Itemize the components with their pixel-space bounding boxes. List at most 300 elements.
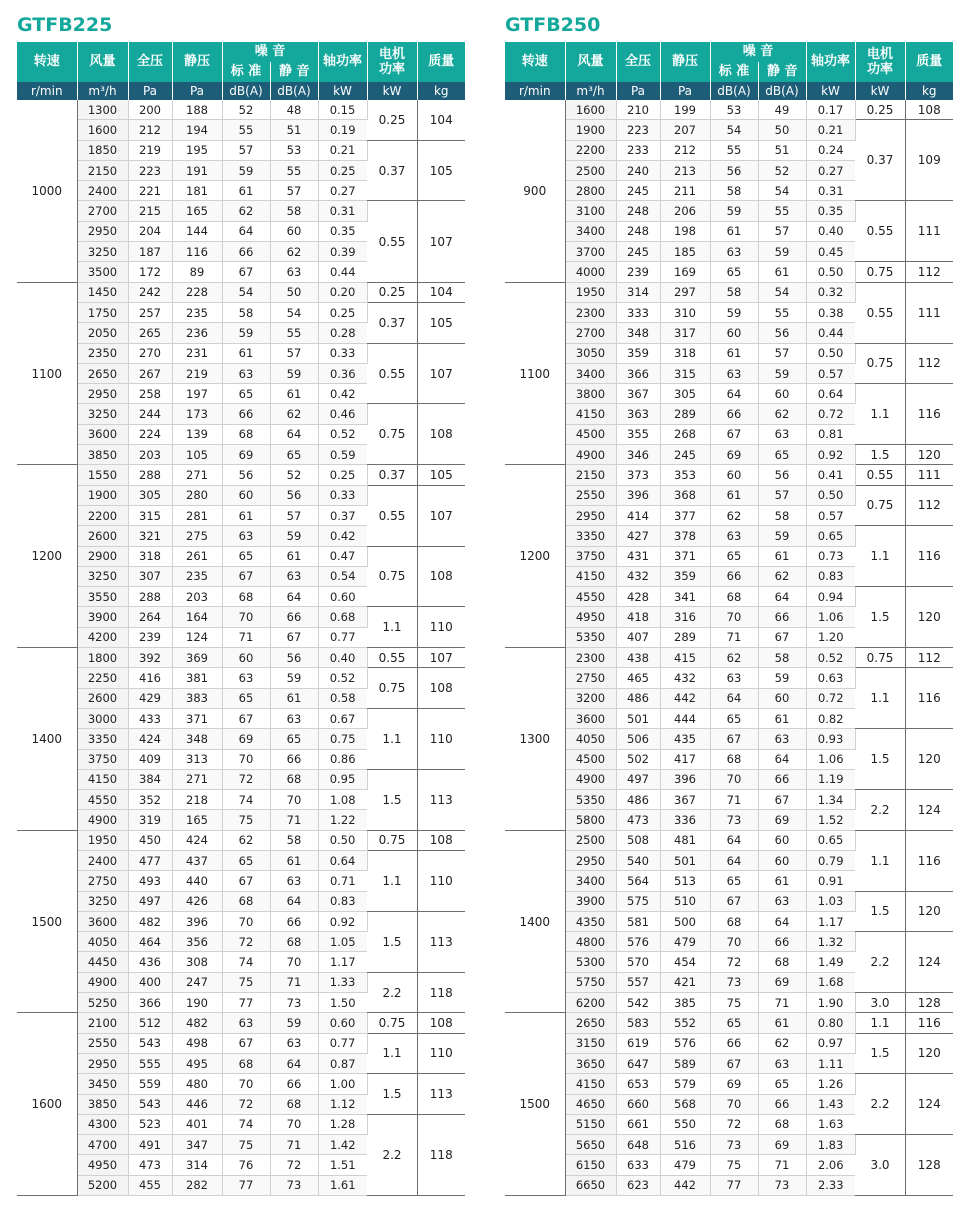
- flow-cell: 2100: [77, 1013, 128, 1033]
- noise-quiet-cell: 57: [270, 343, 318, 363]
- flow-cell: 4150: [77, 769, 128, 789]
- mass-cell: 108: [417, 404, 465, 465]
- table-row: [505, 729, 953, 749]
- noise-quiet-cell: 66: [270, 1074, 318, 1094]
- static-pressure-cell: 236: [172, 323, 222, 343]
- total-pressure-cell: 477: [128, 850, 172, 870]
- flow-cell: 5300: [565, 952, 616, 972]
- total-pressure-cell: 363: [616, 404, 660, 424]
- total-pressure-cell: 486: [616, 790, 660, 810]
- noise-quiet-cell: 58: [270, 201, 318, 221]
- noise-standard-cell: 63: [222, 1013, 270, 1033]
- shaft-power-cell: 0.97: [806, 1033, 855, 1053]
- static-pressure-cell: 173: [172, 404, 222, 424]
- shaft-power-cell: 0.79: [806, 850, 855, 870]
- total-pressure-cell: 244: [128, 404, 172, 424]
- table-row: [17, 911, 465, 931]
- noise-quiet-cell: 61: [758, 708, 806, 728]
- table-row: [505, 790, 953, 810]
- unit-speed: r/min: [17, 82, 77, 100]
- total-pressure-cell: 570: [616, 952, 660, 972]
- flow-cell: 2550: [77, 1033, 128, 1053]
- header-mass: 质量: [905, 42, 953, 82]
- noise-quiet-cell: 58: [758, 505, 806, 525]
- table-row: [17, 769, 465, 789]
- static-pressure-cell: 218: [172, 790, 222, 810]
- table-row: [505, 830, 953, 850]
- flow-cell: 3200: [565, 688, 616, 708]
- unit-motor-power: kW: [855, 82, 905, 100]
- motor-power-cell: 2.2: [855, 932, 905, 993]
- motor-power-cell: 0.37: [855, 120, 905, 201]
- total-pressure-cell: 314: [616, 282, 660, 302]
- shaft-power-cell: 0.73: [806, 546, 855, 566]
- static-pressure-cell: 89: [172, 262, 222, 282]
- noise-quiet-cell: 69: [758, 1135, 806, 1155]
- flow-cell: 4000: [565, 262, 616, 282]
- noise-standard-cell: 65: [222, 546, 270, 566]
- total-pressure-cell: 288: [128, 587, 172, 607]
- table-body: [17, 100, 465, 1196]
- noise-quiet-cell: 66: [758, 932, 806, 952]
- mass-cell: 112: [905, 485, 953, 526]
- flow-cell: 3150: [565, 1033, 616, 1053]
- static-pressure-cell: 550: [660, 1114, 710, 1134]
- noise-quiet-cell: 57: [270, 181, 318, 201]
- mass-cell: 108: [417, 830, 465, 850]
- flow-cell: 2650: [77, 363, 128, 383]
- noise-standard-cell: 59: [710, 302, 758, 322]
- flow-cell: 3600: [77, 911, 128, 931]
- noise-standard-cell: 59: [222, 323, 270, 343]
- mass-cell: 128: [905, 993, 953, 1013]
- flow-cell: 3400: [565, 363, 616, 383]
- total-pressure-cell: 203: [128, 445, 172, 465]
- static-pressure-cell: 165: [172, 810, 222, 830]
- static-pressure-cell: 481: [660, 830, 710, 850]
- total-pressure-cell: 366: [616, 363, 660, 383]
- flow-cell: 4550: [565, 587, 616, 607]
- flow-cell: 2800: [565, 181, 616, 201]
- table-row: [17, 140, 465, 160]
- static-pressure-cell: 501: [660, 850, 710, 870]
- total-pressure-cell: 416: [128, 668, 172, 688]
- unit-mass: kg: [417, 82, 465, 100]
- static-pressure-cell: 188: [172, 100, 222, 120]
- flow-cell: 1800: [77, 648, 128, 668]
- static-pressure-cell: 371: [172, 708, 222, 728]
- performance-table: [17, 42, 465, 1196]
- motor-power-cell: 0.55: [367, 648, 417, 668]
- table-body: [505, 100, 953, 1196]
- motor-power-cell: 2.2: [855, 1074, 905, 1135]
- total-pressure-cell: 400: [128, 972, 172, 992]
- shaft-power-cell: 0.50: [806, 485, 855, 505]
- flow-cell: 3450: [77, 1074, 128, 1094]
- total-pressure-cell: 428: [616, 587, 660, 607]
- shaft-power-cell: 1.00: [318, 1074, 367, 1094]
- total-pressure-cell: 555: [128, 1053, 172, 1073]
- noise-quiet-cell: 68: [270, 769, 318, 789]
- header-flow: 风量: [565, 42, 616, 82]
- static-pressure-cell: 289: [660, 627, 710, 647]
- noise-standard-cell: 67: [710, 1053, 758, 1073]
- noise-standard-cell: 61: [710, 221, 758, 241]
- noise-standard-cell: 60: [222, 648, 270, 668]
- total-pressure-cell: 407: [616, 627, 660, 647]
- flow-cell: 1600: [565, 100, 616, 120]
- flow-cell: 3850: [77, 445, 128, 465]
- flow-cell: 4550: [77, 790, 128, 810]
- mass-cell: 108: [417, 546, 465, 607]
- table-row: [505, 465, 953, 485]
- mass-cell: 110: [417, 1033, 465, 1074]
- static-pressure-cell: 444: [660, 708, 710, 728]
- total-pressure-cell: 424: [128, 729, 172, 749]
- motor-power-cell: 1.1: [855, 526, 905, 587]
- flow-cell: 1950: [77, 830, 128, 850]
- flow-cell: 2600: [77, 526, 128, 546]
- flow-cell: 2700: [77, 201, 128, 221]
- flow-cell: 2150: [565, 465, 616, 485]
- total-pressure-cell: 653: [616, 1074, 660, 1094]
- noise-quiet-cell: 68: [758, 1114, 806, 1134]
- table-row: [17, 1033, 465, 1053]
- noise-quiet-cell: 50: [758, 120, 806, 140]
- total-pressure-cell: 493: [128, 871, 172, 891]
- flow-cell: 2300: [565, 648, 616, 668]
- table-row: [505, 993, 953, 1013]
- noise-standard-cell: 60: [710, 323, 758, 343]
- noise-quiet-cell: 59: [270, 363, 318, 383]
- noise-standard-cell: 60: [710, 465, 758, 485]
- noise-quiet-cell: 64: [758, 587, 806, 607]
- shaft-power-cell: 1.17: [806, 911, 855, 931]
- noise-standard-cell: 63: [222, 526, 270, 546]
- static-pressure-cell: 500: [660, 911, 710, 931]
- flow-cell: 5650: [565, 1135, 616, 1155]
- unit-noise-quiet: dB(A): [270, 82, 318, 100]
- mass-cell: 109: [905, 120, 953, 201]
- total-pressure-cell: 429: [128, 688, 172, 708]
- noise-standard-cell: 65: [710, 1013, 758, 1033]
- static-pressure-cell: 432: [660, 668, 710, 688]
- unit-noise-standard: dB(A): [710, 82, 758, 100]
- noise-standard-cell: 73: [710, 810, 758, 830]
- motor-power-cell: 1.1: [855, 668, 905, 729]
- noise-standard-cell: 59: [710, 201, 758, 221]
- total-pressure-cell: 384: [128, 769, 172, 789]
- flow-cell: 2650: [565, 1013, 616, 1033]
- flow-cell: 6150: [565, 1155, 616, 1175]
- noise-standard-cell: 65: [710, 708, 758, 728]
- static-pressure-cell: 348: [172, 729, 222, 749]
- noise-quiet-cell: 68: [758, 952, 806, 972]
- motor-power-cell: 3.0: [855, 993, 905, 1013]
- flow-cell: 3700: [565, 242, 616, 262]
- noise-quiet-cell: 56: [758, 323, 806, 343]
- mass-cell: 116: [905, 668, 953, 729]
- noise-quiet-cell: 57: [758, 221, 806, 241]
- noise-quiet-cell: 51: [270, 120, 318, 140]
- motor-power-cell: 0.37: [367, 302, 417, 343]
- static-pressure-cell: 281: [172, 505, 222, 525]
- total-pressure-cell: 392: [128, 648, 172, 668]
- total-pressure-cell: 319: [128, 810, 172, 830]
- total-pressure-cell: 239: [616, 262, 660, 282]
- table-row: [505, 1074, 953, 1094]
- total-pressure-cell: 265: [128, 323, 172, 343]
- noise-standard-cell: 60: [222, 485, 270, 505]
- noise-standard-cell: 64: [710, 830, 758, 850]
- noise-quiet-cell: 56: [270, 648, 318, 668]
- shaft-power-cell: 0.52: [806, 648, 855, 668]
- static-pressure-cell: 437: [172, 850, 222, 870]
- header-noise: 噪 音: [222, 42, 318, 62]
- motor-power-cell: 1.1: [855, 830, 905, 891]
- flow-cell: 4900: [565, 769, 616, 789]
- shaft-power-cell: 2.33: [806, 1175, 855, 1195]
- flow-cell: 2950: [565, 505, 616, 525]
- static-pressure-cell: 235: [172, 302, 222, 322]
- noise-quiet-cell: 63: [758, 424, 806, 444]
- shaft-power-cell: 0.52: [318, 668, 367, 688]
- noise-quiet-cell: 66: [270, 607, 318, 627]
- unit-noise-quiet: dB(A): [758, 82, 806, 100]
- static-pressure-cell: 280: [172, 485, 222, 505]
- noise-quiet-cell: 52: [270, 465, 318, 485]
- shaft-power-cell: 0.21: [318, 140, 367, 160]
- unit-static-pressure: Pa: [660, 82, 710, 100]
- flow-cell: 3250: [77, 242, 128, 262]
- mass-cell: 107: [417, 201, 465, 282]
- unit-motor-power: kW: [367, 82, 417, 100]
- noise-standard-cell: 65: [710, 871, 758, 891]
- speed-cell: 1000: [17, 100, 77, 282]
- noise-quiet-cell: 63: [270, 262, 318, 282]
- shaft-power-cell: 0.47: [318, 546, 367, 566]
- motor-power-cell: 2.2: [855, 790, 905, 831]
- total-pressure-cell: 581: [616, 911, 660, 931]
- motor-power-cell: 3.0: [855, 1135, 905, 1196]
- noise-quiet-cell: 66: [270, 911, 318, 931]
- flow-cell: 2500: [565, 160, 616, 180]
- motor-power-cell: 1.5: [367, 1074, 417, 1115]
- noise-standard-cell: 75: [222, 810, 270, 830]
- motor-power-cell: 0.37: [367, 140, 417, 201]
- total-pressure-cell: 450: [128, 830, 172, 850]
- static-pressure-cell: 479: [660, 1155, 710, 1175]
- total-pressure-cell: 508: [616, 830, 660, 850]
- static-pressure-cell: 315: [660, 363, 710, 383]
- noise-standard-cell: 67: [710, 424, 758, 444]
- table-row: [505, 343, 953, 363]
- noise-quiet-cell: 62: [758, 1033, 806, 1053]
- static-pressure-cell: 199: [660, 100, 710, 120]
- motor-power-cell: 0.75: [367, 668, 417, 709]
- total-pressure-cell: 373: [616, 465, 660, 485]
- static-pressure-cell: 116: [172, 242, 222, 262]
- noise-quiet-cell: 65: [758, 445, 806, 465]
- total-pressure-cell: 557: [616, 972, 660, 992]
- shaft-power-cell: 0.31: [318, 201, 367, 221]
- flow-cell: 3250: [77, 566, 128, 586]
- flow-cell: 4950: [77, 1155, 128, 1175]
- shaft-power-cell: 1.68: [806, 972, 855, 992]
- total-pressure-cell: 465: [616, 668, 660, 688]
- noise-quiet-cell: 60: [758, 850, 806, 870]
- total-pressure-cell: 248: [616, 221, 660, 241]
- flow-cell: 4900: [77, 972, 128, 992]
- shaft-power-cell: 0.24: [806, 140, 855, 160]
- total-pressure-cell: 305: [128, 485, 172, 505]
- noise-quiet-cell: 59: [758, 242, 806, 262]
- noise-quiet-cell: 51: [758, 140, 806, 160]
- total-pressure-cell: 270: [128, 343, 172, 363]
- shaft-power-cell: 1.32: [806, 932, 855, 952]
- mass-cell: 120: [905, 445, 953, 465]
- flow-cell: 3600: [77, 424, 128, 444]
- motor-power-cell: 0.55: [367, 485, 417, 546]
- mass-cell: 110: [417, 607, 465, 648]
- noise-standard-cell: 63: [710, 242, 758, 262]
- noise-standard-cell: 67: [222, 1033, 270, 1053]
- noise-quiet-cell: 63: [270, 871, 318, 891]
- unit-flow: m³/h: [565, 82, 616, 100]
- panel-gtfb250: [505, 10, 953, 1196]
- noise-quiet-cell: 72: [270, 1155, 318, 1175]
- shaft-power-cell: 0.72: [806, 688, 855, 708]
- noise-standard-cell: 66: [710, 404, 758, 424]
- noise-standard-cell: 66: [710, 566, 758, 586]
- total-pressure-cell: 431: [616, 546, 660, 566]
- noise-standard-cell: 74: [222, 952, 270, 972]
- noise-quiet-cell: 64: [758, 749, 806, 769]
- static-pressure-cell: 417: [660, 749, 710, 769]
- noise-quiet-cell: 63: [758, 729, 806, 749]
- noise-standard-cell: 72: [710, 952, 758, 972]
- static-pressure-cell: 552: [660, 1013, 710, 1033]
- noise-standard-cell: 72: [222, 932, 270, 952]
- table-row: [505, 891, 953, 911]
- mass-cell: 105: [417, 465, 465, 485]
- mass-cell: 116: [905, 384, 953, 445]
- noise-quiet-cell: 60: [758, 384, 806, 404]
- noise-quiet-cell: 67: [758, 790, 806, 810]
- motor-power-cell: 1.1: [367, 850, 417, 911]
- noise-quiet-cell: 58: [758, 648, 806, 668]
- static-pressure-cell: 181: [172, 181, 222, 201]
- noise-quiet-cell: 63: [270, 1033, 318, 1053]
- unit-flow: m³/h: [77, 82, 128, 100]
- table-row: [505, 201, 953, 221]
- static-pressure-cell: 353: [660, 465, 710, 485]
- static-pressure-cell: 289: [660, 404, 710, 424]
- static-pressure-cell: 440: [172, 871, 222, 891]
- total-pressure-cell: 355: [616, 424, 660, 444]
- static-pressure-cell: 268: [660, 424, 710, 444]
- total-pressure-cell: 245: [616, 242, 660, 262]
- total-pressure-cell: 215: [128, 201, 172, 221]
- static-pressure-cell: 198: [660, 221, 710, 241]
- static-pressure-cell: 139: [172, 424, 222, 444]
- static-pressure-cell: 305: [660, 384, 710, 404]
- total-pressure-cell: 409: [128, 749, 172, 769]
- noise-standard-cell: 65: [222, 850, 270, 870]
- total-pressure-cell: 267: [128, 363, 172, 383]
- speed-cell: 1400: [17, 648, 77, 831]
- noise-standard-cell: 75: [222, 972, 270, 992]
- flow-cell: 2700: [565, 323, 616, 343]
- noise-quiet-cell: 69: [758, 810, 806, 830]
- table-row: [505, 100, 953, 120]
- motor-power-cell: 0.75: [855, 485, 905, 526]
- header-total-pressure: 全压: [128, 42, 172, 82]
- noise-quiet-cell: 55: [270, 323, 318, 343]
- total-pressure-cell: 512: [128, 1013, 172, 1033]
- noise-standard-cell: 61: [222, 505, 270, 525]
- total-pressure-cell: 321: [128, 526, 172, 546]
- flow-cell: 1300: [77, 100, 128, 120]
- noise-quiet-cell: 71: [758, 993, 806, 1013]
- shaft-power-cell: 0.83: [806, 566, 855, 586]
- shaft-power-cell: 1.51: [318, 1155, 367, 1175]
- flow-cell: 3350: [77, 729, 128, 749]
- static-pressure-cell: 206: [660, 201, 710, 221]
- total-pressure-cell: 333: [616, 302, 660, 322]
- noise-standard-cell: 64: [710, 850, 758, 870]
- static-pressure-cell: 442: [660, 688, 710, 708]
- speed-cell: 900: [505, 100, 565, 282]
- noise-quiet-cell: 55: [758, 302, 806, 322]
- noise-standard-cell: 77: [222, 1175, 270, 1195]
- noise-standard-cell: 59: [222, 160, 270, 180]
- shaft-power-cell: 0.58: [318, 688, 367, 708]
- shaft-power-cell: 0.94: [806, 587, 855, 607]
- total-pressure-cell: 367: [616, 384, 660, 404]
- noise-quiet-cell: 58: [270, 830, 318, 850]
- noise-quiet-cell: 60: [270, 221, 318, 241]
- mass-cell: 111: [905, 282, 953, 343]
- static-pressure-cell: 219: [172, 363, 222, 383]
- static-pressure-cell: 383: [172, 688, 222, 708]
- static-pressure-cell: 197: [172, 384, 222, 404]
- flow-cell: 2300: [565, 302, 616, 322]
- noise-quiet-cell: 62: [270, 404, 318, 424]
- motor-power-cell: 0.75: [855, 343, 905, 384]
- static-pressure-cell: 308: [172, 952, 222, 972]
- shaft-power-cell: 0.44: [806, 323, 855, 343]
- noise-quiet-cell: 56: [270, 485, 318, 505]
- flow-cell: 3800: [565, 384, 616, 404]
- total-pressure-cell: 221: [128, 181, 172, 201]
- flow-cell: 1900: [77, 485, 128, 505]
- flow-cell: 4950: [565, 607, 616, 627]
- total-pressure-cell: 523: [128, 1114, 172, 1134]
- noise-standard-cell: 63: [222, 363, 270, 383]
- total-pressure-cell: 559: [128, 1074, 172, 1094]
- motor-power-cell: 0.55: [855, 465, 905, 485]
- noise-quiet-cell: 60: [758, 830, 806, 850]
- total-pressure-cell: 647: [616, 1053, 660, 1073]
- total-pressure-cell: 583: [616, 1013, 660, 1033]
- static-pressure-cell: 385: [660, 993, 710, 1013]
- noise-standard-cell: 61: [710, 343, 758, 363]
- static-pressure-cell: 235: [172, 566, 222, 586]
- total-pressure-cell: 233: [616, 140, 660, 160]
- speed-cell: 1200: [505, 465, 565, 648]
- mass-cell: 116: [905, 1013, 953, 1033]
